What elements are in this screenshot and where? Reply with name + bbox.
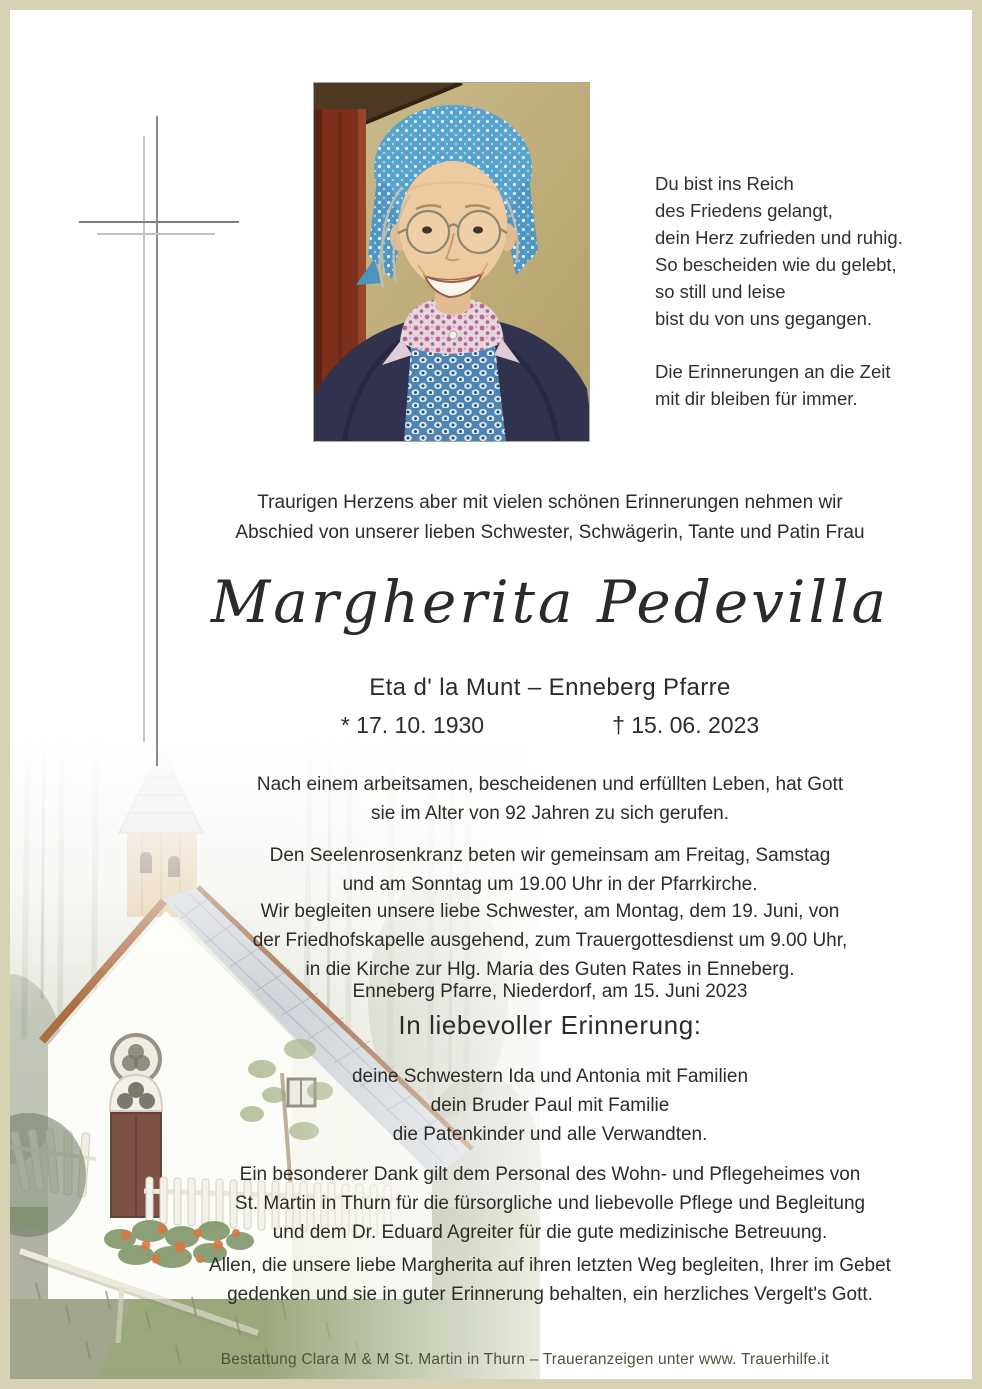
text-line: deine Schwestern Ida und Antonia mit Familien xyxy=(351,1066,749,1087)
text-line: in die Kirche zur Hlg. Maria des Guten Rates in Enneberg. xyxy=(305,959,795,980)
poem-line: mit dir bleiben für immer. xyxy=(655,388,858,409)
death-date: † 15. 06. 2023 xyxy=(612,712,760,738)
text-line: Allen, die unsere liebe Margherita auf ihren letzten Weg begleiten, Ihrer im Gebet xyxy=(209,1255,891,1276)
text-line: dein Bruder Paul mit Familie xyxy=(430,1095,670,1116)
text-line: und dem Dr. Eduard Agreiter für die gute medizinische Betreuung. xyxy=(272,1222,828,1243)
text-line: Abschied von unserer lieben Schwester, Schwägerin, Tante und Patin Frau xyxy=(235,522,865,543)
poem-line: bist du von uns gegangen. xyxy=(655,308,873,329)
text-line: der Friedhofskapelle ausgehend, zum Trauergottesdienst um 9.00 Uhr, xyxy=(252,930,848,951)
text-line: die Patenkinder und alle Verwandten. xyxy=(392,1124,708,1145)
remembrance-heading: In liebevoller Erinnerung: xyxy=(398,1010,702,1040)
text-line: gedenken und sie in guter Erinnerung behalten, ein herzliches Vergelt's Gott. xyxy=(227,1284,873,1305)
text-line: Ein besonderer Dank gilt dem Personal des Wohn- und Pflegeheimes von xyxy=(239,1164,861,1185)
funeral-home-credit: Bestattung Clara M & M St. Martin in Thurn – Traueranzeigen unter www. Trauerhilfe.it xyxy=(220,1351,830,1368)
poem-line: Die Erinnerungen an die Zeit xyxy=(655,361,891,382)
place-dateline: Enneberg Pfarre, Niederdorf, am 15. Juni 2023 xyxy=(352,981,748,1002)
text-line: St. Martin in Thurn für die fürsorgliche und liebevolle Pflege und Begleitung xyxy=(234,1193,866,1214)
birth-date: * 17. 10. 1930 xyxy=(340,712,485,738)
text-line: Traurigen Herzens aber mit vielen schönen Erinnerungen nehmen wir xyxy=(257,492,843,513)
deceased-origin: Eta d' la Munt – Enneberg Pfarre xyxy=(369,674,731,701)
deceased-name: Margherita Pedevilla xyxy=(210,568,890,636)
poem-line: Du bist ins Reich xyxy=(655,173,794,194)
text-line: Den Seelenrosenkranz beten wir gemeinsam am Freitag, Samstag xyxy=(269,845,831,866)
poem-line: so still und leise xyxy=(655,281,786,302)
poem-line: dein Herz zufrieden und ruhig. xyxy=(655,227,903,248)
text-line: Nach einem arbeitsamen, bescheidenen und erfüllten Leben, hat Gott xyxy=(256,774,844,795)
text-line: sie im Alter von 92 Jahren zu sich gerufen. xyxy=(370,803,730,824)
poem-line: des Friedens gelangt, xyxy=(655,200,833,221)
text-line: Wir begleiten unsere liebe Schwester, am Montag, dem 19. Juni, von xyxy=(260,901,840,922)
text-line: und am Sonntag um 19.00 Uhr in der Pfarrkirche. xyxy=(342,874,758,895)
poem-line: So bescheiden wie du gelebt, xyxy=(655,254,897,275)
